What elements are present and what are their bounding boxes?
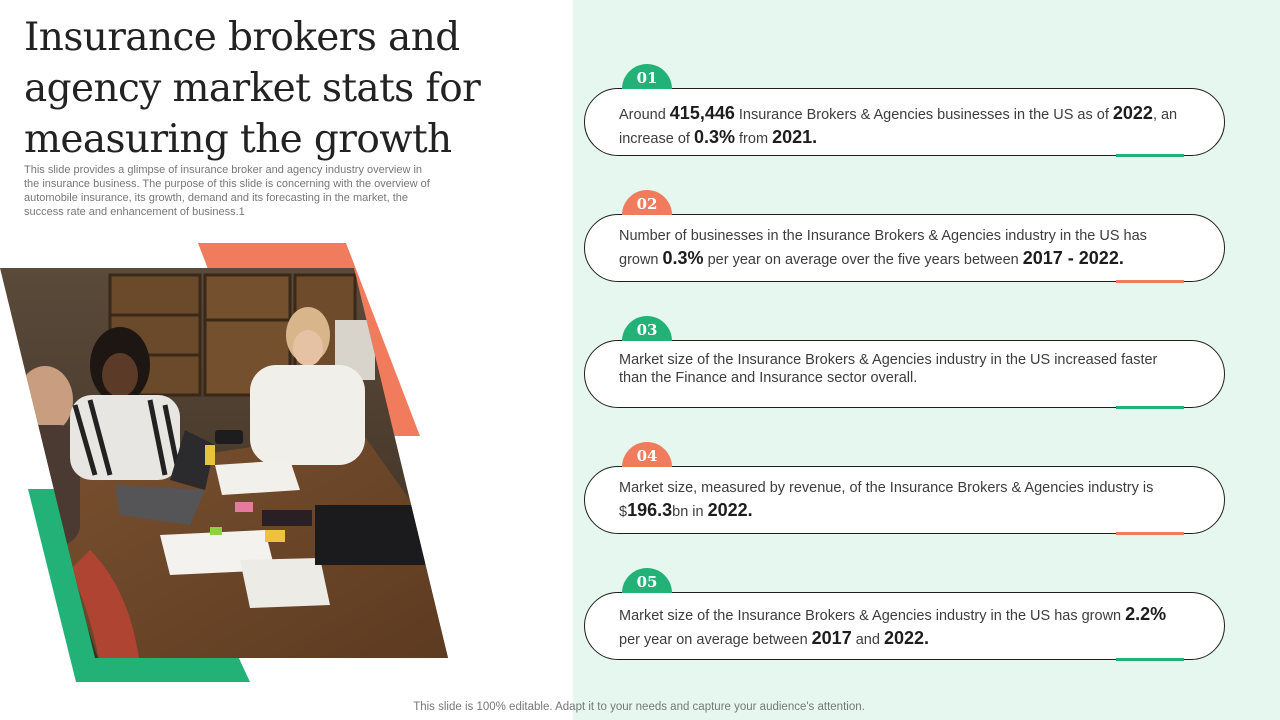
- footer-note: This slide is 100% editable. Adapt it to your needs and capture your audience's attention.: [413, 701, 865, 713]
- accent-underline: [1116, 406, 1184, 409]
- stat-text: Number of businesses in the Insurance Brokers & Agencies industry in the US has grown 0.3% per year on average over the five years between 2017 - 2022.: [619, 228, 1147, 268]
- stat-item-04: [584, 440, 1229, 540]
- stat-number-badge: 01: [622, 64, 672, 89]
- stat-text: Market size, measured by revenue, of the Insurance Brokers & Agencies industry is $196.3bn in 2022.: [619, 480, 1154, 520]
- stat-text: Market size of the Insurance Brokers & Agencies industry in the US has grown 2.2% per year on average between 2017 and 2022.: [619, 604, 1167, 648]
- stat-text: Market size of the Insurance Brokers & Agencies industry in the US increased faster than the Finance and Insurance sector overall.: [619, 352, 1158, 386]
- slide-subtitle: This slide provides a glimpse of insurance broker and agency industry overview in the insurance business. The purpose of this slide is concerning with the overview of automobile insurance, its growth, demand and its forecasting in the market, the success rate and enhancement of business.1: [24, 164, 430, 218]
- stat-number-badge: 02: [622, 190, 672, 215]
- stat-text: Around 415,446 Insurance Brokers & Agencies businesses in the US as of 2022, an increase of 0.3% from 2021.: [619, 103, 1178, 147]
- stat-item-05: [584, 566, 1229, 666]
- accent-underline: [1116, 532, 1184, 535]
- slide-title: Insurance brokers and agency market stats for measuring the growth: [24, 15, 481, 162]
- accent-underline: [1116, 658, 1184, 661]
- stat-item-02: [584, 188, 1229, 288]
- stat-number-badge: 04: [622, 442, 672, 467]
- accent-underline: [1116, 154, 1184, 157]
- stat-number-badge: 05: [622, 568, 672, 593]
- stat-number-badge: 03: [622, 316, 672, 341]
- stat-item-01: [584, 62, 1229, 162]
- accent-underline: [1116, 280, 1184, 283]
- stat-item-03: [584, 314, 1229, 414]
- meeting-photo: [0, 240, 460, 665]
